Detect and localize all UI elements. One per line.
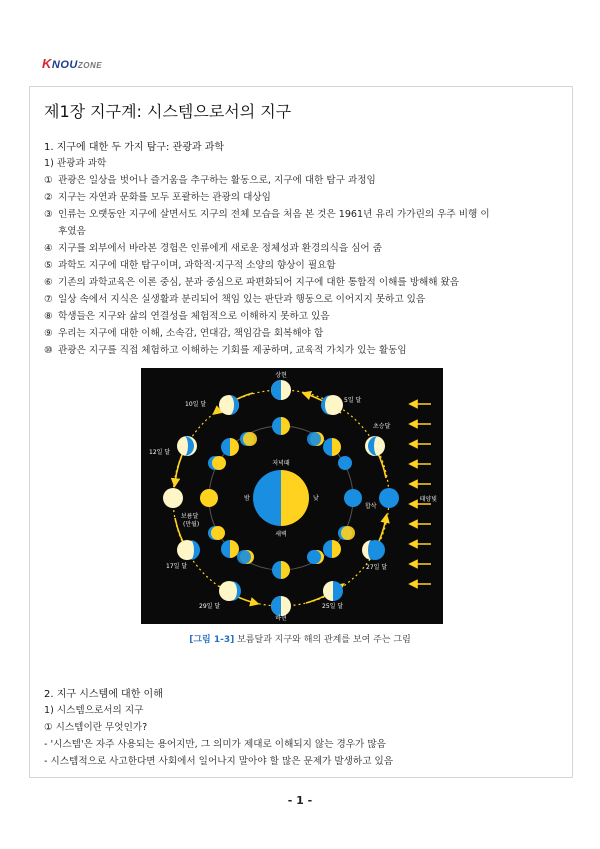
- list-item: [44, 206, 490, 220]
- label-fullmoon: 보름달: [181, 513, 199, 520]
- list-item: [44, 172, 376, 186]
- page-title: 제1장 지구계: 시스템으로서의 지구: [44, 102, 292, 121]
- list-item-text: 관광은 일상을 벗어나 즐거움을 추구하는 활동으로, 지구에 대한 탐구 과정임: [58, 175, 376, 186]
- label-day12: 12일 달: [149, 449, 171, 456]
- label-hapsak: 합삭: [365, 503, 377, 510]
- label-chosseungdal: 초승달: [373, 423, 391, 430]
- list-item-text: 일상 속에서 지식은 실생활과 분리되어 책임 있는 판단과 행동으로 이어지지 못하고 있음: [58, 294, 426, 305]
- label-day27: 27일 달: [366, 564, 388, 571]
- list-item: [44, 257, 336, 271]
- section1-sub: 1) 관광과 과학: [44, 158, 107, 169]
- section2-sub: 1) 시스템으로서의 지구: [44, 705, 144, 716]
- list-item: [44, 308, 330, 322]
- list-item: [44, 342, 407, 356]
- list-item-text: 관광은 지구를 직접 체험하고 이해하는 기회를 제공하며, 교육적 가치가 있는 활동임: [58, 345, 407, 356]
- list-item-number: ⑦: [44, 294, 53, 305]
- list-item: [44, 291, 425, 305]
- list-item: [44, 189, 271, 203]
- list-item: [58, 223, 86, 237]
- label-noon: 낮: [313, 495, 319, 502]
- list-item-text: 과학도 지구에 대한 탐구이며, 과학적·지구적 소양의 향상이 필요함: [58, 260, 336, 271]
- list-item-number: ⑧: [44, 311, 53, 322]
- list-item: [44, 240, 382, 254]
- list-item-text: 우리는 지구에 대한 이해, 소속감, 연대감, 책임감을 회복해야 함: [58, 328, 324, 339]
- label-day5: 5일 달: [344, 397, 362, 404]
- list-item-number: ④: [44, 243, 53, 254]
- figure-caption-text: 보름달과 지구와 해의 관계를 보여 주는 그림: [237, 635, 411, 645]
- label-day10: 10일 달: [185, 401, 207, 408]
- moon-phase-diagram: [141, 368, 443, 624]
- list-item: [44, 325, 323, 339]
- section2-bullet2: - 시스템적으로 사고한다면 사회에서 일어나지 말아야 할 많은 문제가 발생하고 있음: [44, 756, 394, 767]
- list-item-text: 지구를 외부에서 바라본 경험은 인류에게 새로운 정체성과 환경의식을 심어 줌: [58, 243, 383, 254]
- moon-phase-figure: [141, 368, 443, 624]
- list-item-text: 학생들은 지구와 삶의 연결성을 체험적으로 이해하지 못하고 있음: [58, 311, 330, 322]
- section2-bullet1: - '시스템'은 자주 사용되는 용어지만, 그 의미가 제대로 이해되지 않는 경우가 많음: [44, 739, 386, 750]
- label-day25: 25일 달: [322, 603, 344, 610]
- page-number: - 1 -: [287, 794, 313, 807]
- label-sanghyeon: 상현: [275, 372, 287, 379]
- section2-heading: 2. 지구 시스템에 대한 이해: [44, 689, 163, 700]
- list-item-number: ⑤: [44, 260, 53, 271]
- list-item-number: ①: [44, 175, 53, 186]
- label-day17: 17일 달: [166, 563, 188, 570]
- list-item-number: ⑩: [44, 345, 53, 356]
- list-item-number: ③: [44, 209, 53, 220]
- list-item-text: 인류는 오랫동안 지구에 살면서도 지구의 전체 모습을 처음 본 것은 1961년 유리 가가린의 우주 비행 이: [58, 209, 490, 220]
- figure-caption-label: [그림 1-3]: [189, 635, 235, 645]
- sunlight-arrows: [413, 404, 431, 584]
- label-day29: 29일 달: [199, 603, 221, 610]
- list-item-text: 후였음: [58, 226, 86, 237]
- list-item-number: ②: [44, 192, 53, 203]
- list-item-text: 지구는 자연과 문화를 모두 포괄하는 관광의 대상임: [58, 192, 271, 203]
- label-dawn: 새벽: [275, 531, 287, 538]
- knouzone-logo: KNOUZONE: [42, 56, 103, 71]
- list-item-number: ⑥: [44, 277, 53, 288]
- earth: [253, 470, 309, 526]
- label-night: 밤: [244, 495, 250, 502]
- section2-item1: ① 시스템이란 무엇인가?: [44, 722, 148, 733]
- list-item-number: ⑨: [44, 328, 53, 339]
- label-sunlight: 태양빛: [419, 496, 437, 503]
- figure-caption: [0, 632, 600, 645]
- section1-heading: 1. 지구에 대한 두 가지 탐구: 관광과 과학: [44, 142, 225, 153]
- list-item: [44, 274, 459, 288]
- label-mangil: (만월): [183, 521, 200, 528]
- label-dusk: 저녁때: [272, 460, 290, 467]
- list-item-text: 기존의 과학교육은 이론 중심, 분과 중심으로 파편화되어 지구에 대한 통합적 이해를 방해해 왔음: [58, 277, 460, 288]
- label-hahyeon: 하현: [275, 615, 287, 622]
